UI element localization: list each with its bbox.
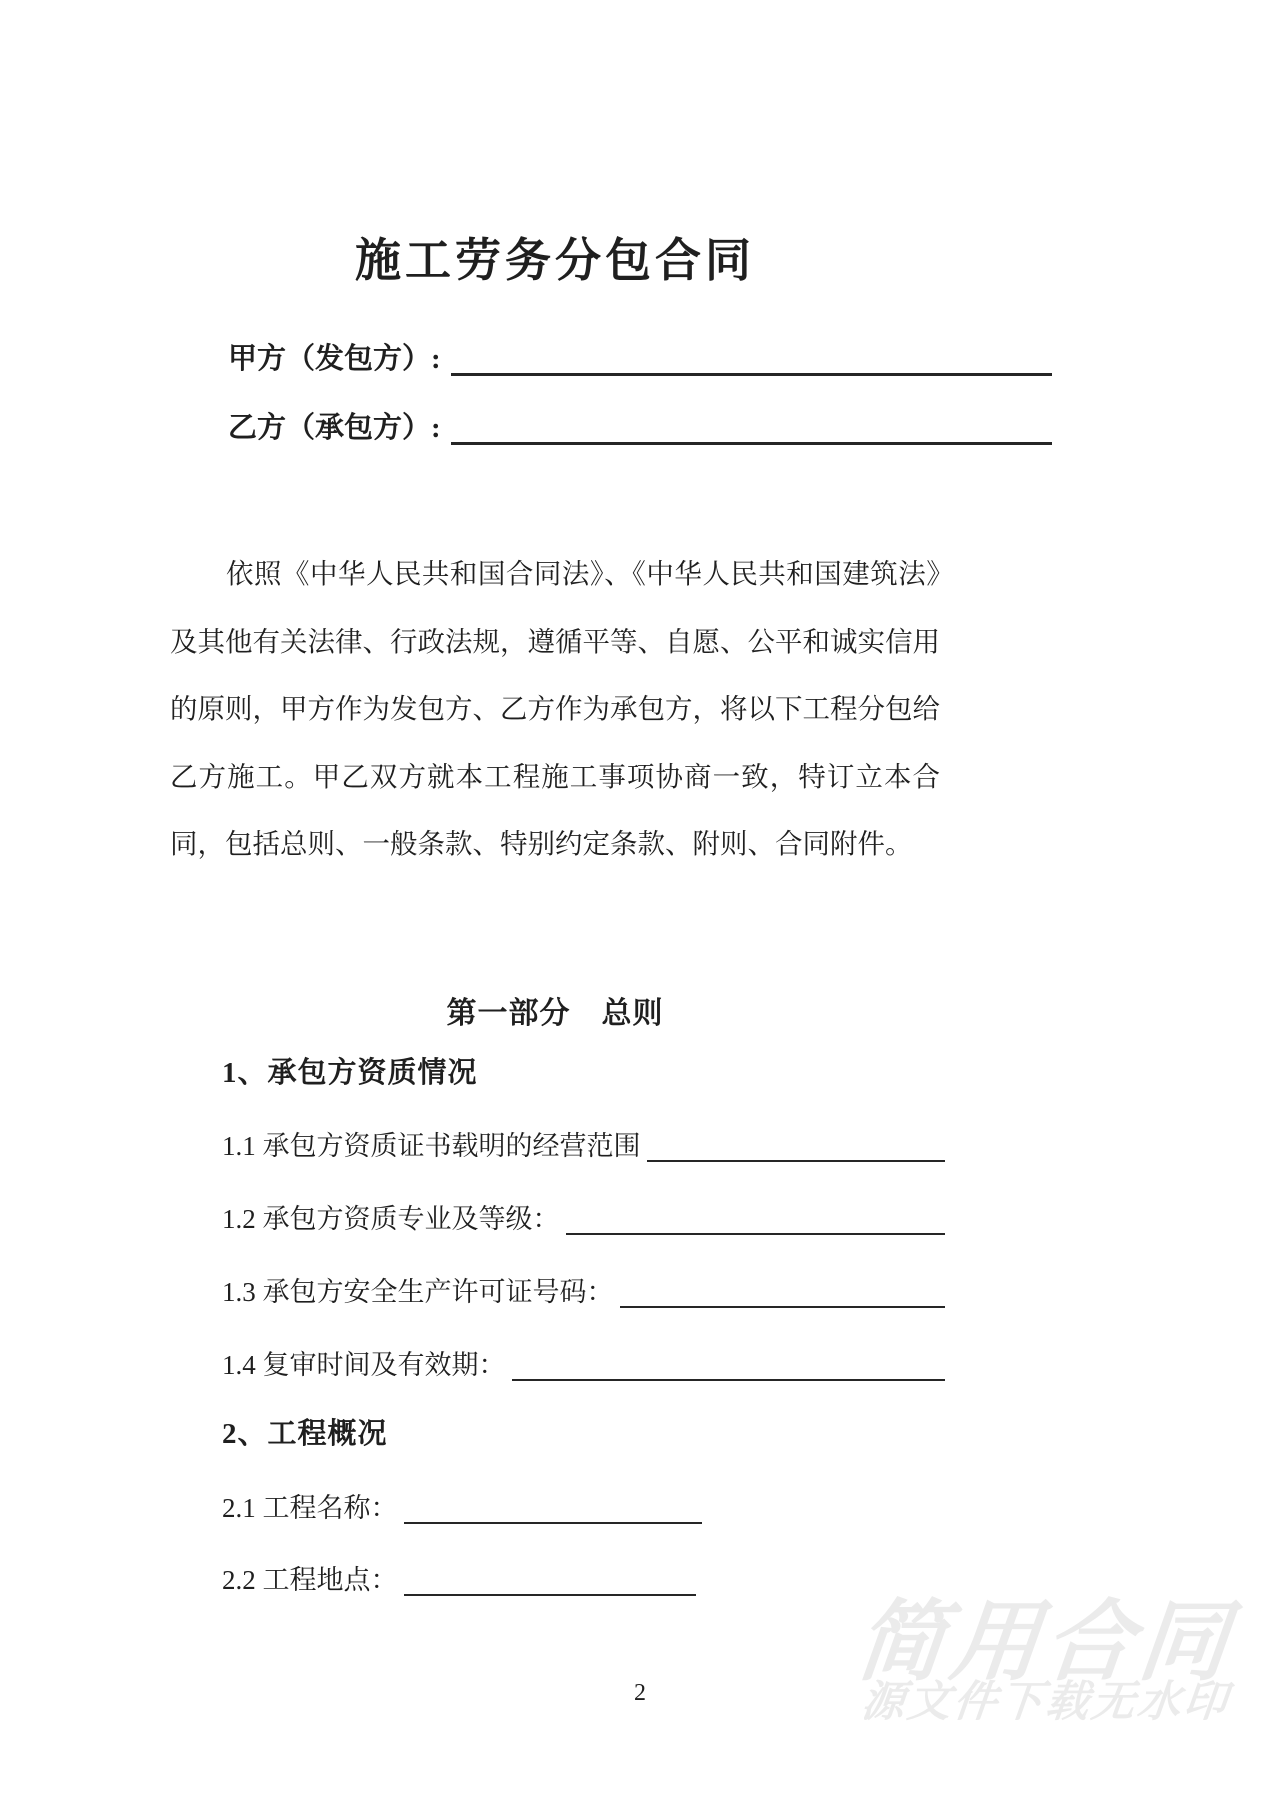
party-a-label: 甲方（发包方）: <box>228 342 441 375</box>
item-1-3-row <box>222 1264 945 1308</box>
item-2-2-row <box>222 1552 696 1596</box>
page-number: 2 <box>634 1680 646 1706</box>
item-1-3-label: 1.3 承包方安全生产许可证号码： <box>222 1276 614 1307</box>
item-1-4-row <box>222 1337 945 1381</box>
party-b-row <box>228 401 1052 445</box>
party-b-label: 乙方（承包方）: <box>228 411 441 444</box>
part1-heading: 第一部分 总则 <box>446 997 664 1030</box>
item-2-2-blank-line <box>404 1550 697 1596</box>
item-1-1-label: 1.1 承包方资质证书载明的经营范围 <box>222 1130 641 1161</box>
item-1-4-label: 1.4 复审时间及有效期： <box>222 1349 506 1380</box>
item-2-2-label: 2.2 工程地点： <box>222 1564 398 1595</box>
item-1-1-row <box>222 1118 945 1162</box>
page-title: 施工劳务分包合同 <box>355 235 755 286</box>
item-1-2-blank-line <box>566 1189 946 1235</box>
watermark-subtitle-text: 源文件下载无水印 <box>859 1678 1233 1726</box>
item-1-3-blank-line <box>620 1262 946 1308</box>
item-2-1-blank-line <box>404 1478 703 1524</box>
party-a-row <box>228 332 1052 376</box>
item-2-1-row <box>222 1480 702 1524</box>
watermark-brand-text: 简用合同 <box>852 1592 1239 1691</box>
item-1-2-row <box>222 1191 945 1235</box>
item-1-1-blank-line <box>647 1116 946 1162</box>
section2-heading: 2、工程概况 <box>222 1418 388 1450</box>
item-1-4-blank-line <box>512 1335 946 1381</box>
party-a-blank-line <box>451 329 1052 376</box>
item-1-2-label: 1.2 承包方资质专业及等级： <box>222 1203 560 1234</box>
section1-heading: 1、承包方资质情况 <box>222 1057 478 1089</box>
preamble-paragraph: 依照《中华人民共和国合同法》、《中华人民共和国建筑法》及其他有关法律、行政法规，遵循平等、自愿、公平和诚实信用的原则，甲方作为发包方、乙方作为承包方，将以下工程分包给乙方施工。甲乙双方就本工程施工事项协商一致，特订立本合同，包括总则、一般条款、特别约定条款、附则、合同附件。 <box>170 558 940 859</box>
party-b-blank-line <box>451 398 1052 445</box>
item-2-1-label: 2.1 工程名称： <box>222 1492 398 1523</box>
